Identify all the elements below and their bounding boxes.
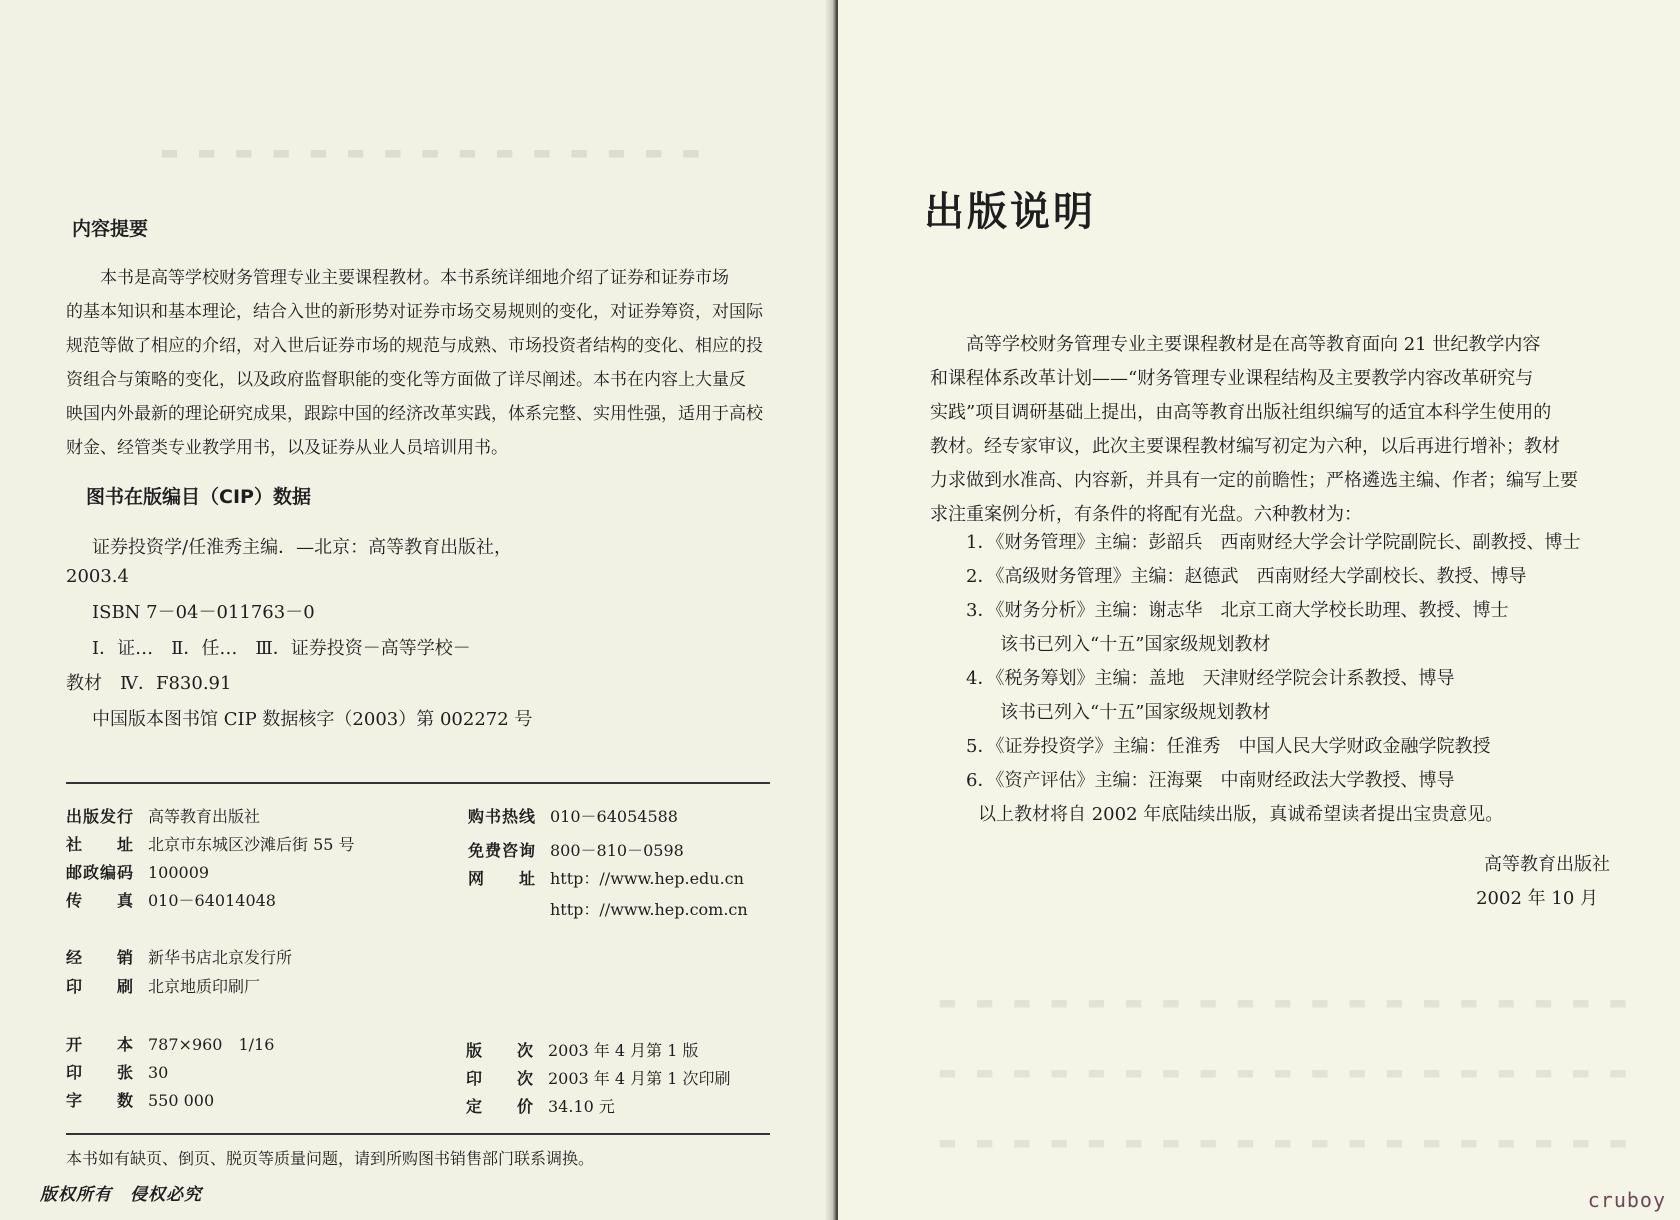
info-row [466, 1094, 615, 1117]
info-row [66, 974, 260, 997]
info-label: 邮政编码 [66, 863, 135, 882]
intro-line: 求注重案例分析，有条件的将配有光盘。六种教材为： [930, 504, 1362, 525]
info-value: 34.10 元 [548, 1097, 615, 1116]
info-row [66, 1060, 168, 1083]
info-value: 800－810－0598 [550, 841, 684, 860]
cip-line: 证券投资学/任淮秀主编．—北京：高等教育出版社， [92, 537, 513, 558]
intro-line: 实践”项目调研基础上提出，由高等教育出版社组织编写的适宜本科学生使用的 [930, 402, 1552, 423]
info-row [66, 832, 355, 855]
info-row [66, 945, 292, 968]
info-value: 2003 年 4 月第 1 次印刷 [548, 1069, 731, 1088]
info-label: 字 数 [66, 1091, 135, 1110]
info-row [66, 1032, 274, 1055]
info-label: 印 次 [466, 1069, 535, 1088]
publish-date: 2002 年 10 月 [1476, 888, 1598, 909]
info-label: 出版发行 [66, 807, 135, 826]
info-value: 高等教育出版社 [148, 807, 261, 826]
info-label: 网 址 [468, 869, 537, 888]
closing-line: 以上教材将自 2002 年底陆续出版，真诚希望读者提出宝贵意见。 [978, 804, 1504, 825]
show-through-text: ▬ ▬ ▬ ▬ ▬ ▬ ▬ ▬ ▬ ▬ ▬ ▬ ▬ ▬ ▬ [160, 140, 707, 164]
website-link[interactable]: http：//www.hep.edu.cn [550, 869, 744, 888]
cip-line: 中国版本图书馆 CIP 数据核字（2003）第 002272 号 [92, 709, 533, 730]
info-value: 550 000 [148, 1091, 215, 1110]
info-value: 100009 [148, 863, 210, 882]
list-note: 该书已列入“十五”国家级规划教材 [1000, 702, 1271, 723]
cip-line: Ⅰ．证… Ⅱ．任… Ⅲ．证券投资－高等学校－ [92, 638, 471, 659]
info-row [66, 1088, 214, 1111]
summary-line: 的基本知识和基本理论，结合入世的新形势对证券市场交易规则的变化，对证券筹资，对国际 [66, 302, 763, 322]
summary-heading: 内容提要 [72, 218, 149, 240]
info-label: 免费咨询 [468, 841, 537, 860]
intro-line: 和课程体系改革计划——“财务管理专业课程结构及主要教学内容改革研究与 [930, 368, 1534, 389]
show-through-text: ▬ ▬ ▬ ▬ ▬ ▬ ▬ ▬ ▬ ▬ ▬ ▬ ▬ ▬ ▬ ▬ ▬ ▬ ▬ [938, 1060, 1634, 1084]
info-row [468, 866, 744, 889]
info-value: 010－64054588 [550, 807, 678, 826]
info-label: 版 次 [466, 1041, 535, 1060]
page-title: 出版说明 [924, 189, 1096, 235]
list-item: 1．《财务管理》主编：彭韶兵 西南财经大学会计学院副院长、副教授、博士 [966, 532, 1581, 553]
info-label: 购书热线 [468, 807, 537, 826]
summary-line: 映国内外最新的理论研究成果，跟踪中国的经济改革实践，体系完整、实用性强，适用于高校 [66, 404, 763, 424]
intro-line: 力求做到水准高、内容新，并具有一定的前瞻性；严格遴选主编、作者；编写上要 [930, 470, 1578, 491]
cip-line: 2003.4 [66, 566, 129, 587]
list-item: 3．《财务分析》主编：谢志华 北京工商大学校长助理、教授、博士 [966, 600, 1509, 621]
cip-line: 教材 Ⅳ．F830.91 [66, 673, 232, 694]
info-label: 印 刷 [66, 977, 135, 996]
info-label: 开 本 [66, 1035, 135, 1054]
show-through-text: ▬ ▬ ▬ ▬ ▬ ▬ ▬ ▬ ▬ ▬ ▬ ▬ ▬ ▬ ▬ ▬ ▬ ▬ ▬ [938, 990, 1634, 1014]
show-through-text: ▬ ▬ ▬ ▬ ▬ ▬ ▬ ▬ ▬ ▬ ▬ ▬ ▬ ▬ ▬ ▬ ▬ ▬ ▬ [938, 1130, 1634, 1154]
info-label: 定 价 [466, 1097, 535, 1116]
info-label: 社 址 [66, 835, 135, 854]
summary-line: 规范等做了相应的介绍，对入世后证券市场的规范与成熟、市场投资者结构的变化、相应的投 [66, 336, 763, 356]
info-value: 新华书店北京发行所 [148, 948, 293, 967]
cip-heading: 图书在版编目（CIP）数据 [86, 486, 311, 508]
list-item: 4．《税务筹划》主编：盖地 天津财经学院会计系教授、博导 [966, 668, 1455, 689]
watermark-text: cruboy [1587, 1188, 1666, 1212]
info-row [468, 897, 748, 920]
list-note: 该书已列入“十五”国家级规划教材 [1000, 634, 1271, 655]
cip-line: ISBN 7－04－011763－0 [92, 602, 315, 623]
right-page [838, 0, 1680, 1220]
list-item: 6．《资产评估》主编：汪海粟 中南财经政法大学教授、博导 [966, 770, 1455, 791]
divider [66, 1133, 770, 1135]
info-row [66, 888, 276, 911]
left-page [0, 0, 835, 1220]
summary-line: 资组合与策略的变化，以及政府监督职能的变化等方面做了详尽阐述。本书在内容上大量反 [66, 370, 746, 390]
info-row [66, 860, 209, 883]
list-item: 5．《证券投资学》主编：任淮秀 中国人民大学财政金融学院教授 [966, 736, 1491, 757]
info-value: 北京地质印刷厂 [148, 977, 261, 996]
publisher-signature: 高等教育出版社 [1484, 854, 1610, 875]
info-row [468, 838, 684, 861]
info-row [466, 1038, 699, 1061]
summary-line: 财金、经管类专业教学用书，以及证券从业人员培训用书。 [66, 438, 508, 458]
website-link[interactable]: http：//www.hep.com.cn [550, 900, 748, 919]
intro-line: 高等学校财务管理专业主要课程教材是在高等教育面向 21 世纪教学内容 [966, 334, 1541, 355]
info-value: 北京市东城区沙滩后街 55 号 [148, 835, 355, 854]
info-value: 2003 年 4 月第 1 版 [548, 1041, 699, 1060]
info-label: 印 张 [66, 1063, 135, 1082]
info-label: 传 真 [66, 891, 135, 910]
intro-line: 教材。经专家审议，此次主要课程教材编写初定为六种，以后再进行增补；教材 [930, 436, 1560, 457]
info-label: 经 销 [66, 948, 135, 967]
summary-line: 本书是高等学校财务管理专业主要课程教材。本书系统详细地介绍了证券和证券市场 [100, 268, 729, 288]
info-value: 010－64014048 [148, 891, 276, 910]
info-row [66, 804, 260, 827]
divider [66, 782, 770, 784]
quality-notice: 本书如有缺页、倒页、脱页等质量问题，请到所购图书销售部门联系调换。 [66, 1149, 595, 1168]
info-row [468, 804, 678, 827]
info-row [466, 1066, 731, 1089]
copyright-notice: 版权所有 侵权必究 [40, 1185, 202, 1205]
info-value: 787×960 1/16 [148, 1035, 275, 1054]
info-value: 30 [148, 1063, 169, 1082]
list-item: 2．《高级财务管理》主编：赵德武 西南财经大学副校长、教授、博导 [966, 566, 1527, 587]
